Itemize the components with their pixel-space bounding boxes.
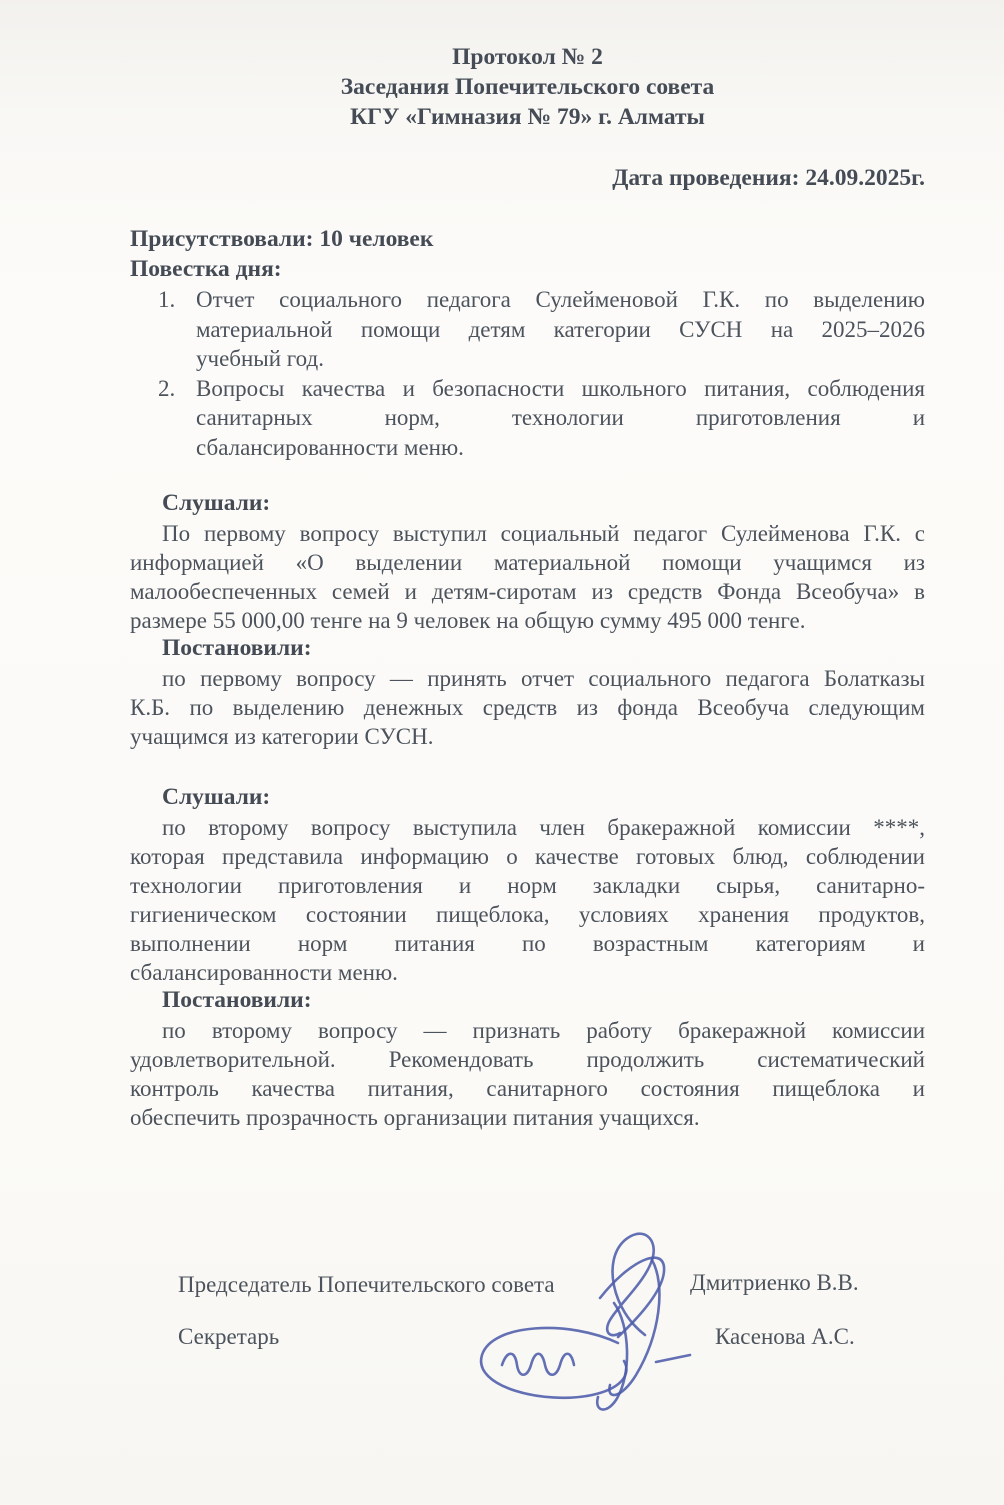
signature-name-chairman: Дмитриенко В.В. [690,1270,859,1295]
text-line: размере 55 000,00 тенге на 9 человек на общую сумму 495 000 тенге. [130,608,806,633]
text-line: учащимся из категории СУСН. [130,724,434,749]
secretary-signature-stroke [502,1354,574,1375]
text-line: Отчет социального педагога Сулейменовой Г.К. по выделению [196,287,925,312]
agenda-item-2-number: 2. [158,375,176,401]
section-2-resolved-heading: Постановили: [162,987,312,1013]
text-line: технологии приготовления и норм закладки сырья, санитарно- [130,873,925,898]
agenda-item-2 [130,374,925,463]
agenda-item-1-text [196,285,925,374]
text-line: информацией «О выделении материальной помощи учащимся из [130,550,925,575]
text-line: учебный год. [196,346,324,371]
text-line: удовлетворительной. Рекомендовать продолжить систематический [130,1047,925,1072]
text-line: По первому вопросу выступил социальный педагог Сулейменова Г.К. с [162,521,925,546]
section-2-resolved-paragraph [130,1016,925,1132]
text-line: контроль качества питания, санитарного состояния пищеблока и [130,1076,925,1101]
text-line: по второму вопросу — признать работу бракеражной комиссии [162,1018,925,1043]
attendees-line: Присутствовали: 10 человек [130,226,434,252]
title-line-1: Протокол № 2 [452,44,603,70]
text-line: которая представила информацию о качестве готовых блюд, соблюдении [130,844,925,869]
signature-role-chairman: Председатель Попечительского совета [178,1272,555,1297]
chairman-signature-stroke [607,1234,654,1335]
text-line: по второму вопросу выступила член бракеражной комиссии ****, [162,815,925,840]
text-line: материальной помощи детям категории СУСН на 2025–2026 [196,316,925,342]
handwritten-signatures [440,1215,720,1430]
text-line: гигиеническом состоянии пищеблока, условиях хранения продуктов, [130,902,925,927]
text-line: санитарных норм, технологии приготовления и [196,405,925,430]
section-1-resolved-paragraph [130,664,925,751]
text-line: по первому вопросу — принять отчет социального педагога Болатказы [162,666,925,691]
section-2-heard-paragraph [130,813,925,987]
chairman-signature-stroke [600,1258,664,1337]
title-line-2: Заседания Попечительского совета [340,74,715,100]
section-1-resolved-heading: Постановили: [162,635,312,661]
signature-name-secretary: Касенова А.С. [715,1324,855,1349]
text-line: Вопросы качества и безопасности школьного питания, соблюдения [196,375,925,401]
agenda-list [130,285,925,462]
section-1-heard-paragraph [130,519,925,635]
section-1-heard-heading: Слушали: [162,490,271,516]
agenda-item-2-text [196,374,925,463]
section-2-heard-heading: Слушали: [162,784,271,810]
text-line: сбалансированности меню. [196,434,464,460]
agenda-item-1-number: 1. [158,287,176,312]
text-line: обеспечить прозрачность организации питания учащихся. [130,1105,700,1130]
text-line: выполнении норм питания по возрастным категориям и [130,931,925,956]
signature-role-secretary: Секретарь [178,1324,280,1349]
text-line: К.Б. по выделению денежных средств из фонда Всеобуча следующим [130,695,925,720]
agenda-item-1 [130,285,925,374]
document-title [130,42,925,132]
text-line: сбалансированности меню. [130,960,398,985]
agenda-heading: Повестка дня: [130,256,282,282]
title-line-3: КГУ «Гимназия № 79» г. Алматы [350,104,705,130]
text-line: малообеспеченных семей и детям-сиротам из средств Фонда Всеобуча» в [130,579,925,604]
meeting-date: Дата проведения: 24.09.2025г. [612,165,925,191]
secretary-signature-dash [656,1355,690,1362]
